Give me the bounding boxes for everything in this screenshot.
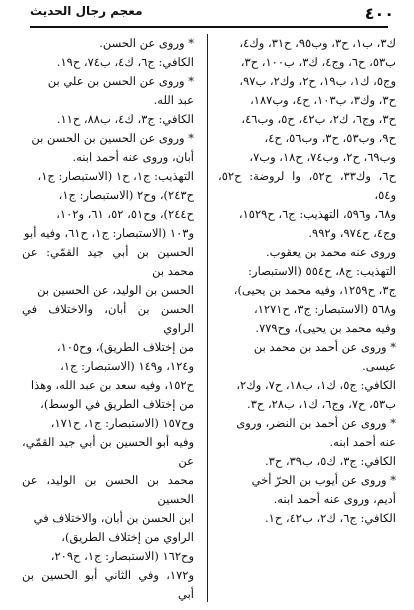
- text-line: و٥٦٨ (الاستبصار: ج٣، ح١٢٧١،: [254, 302, 396, 316]
- text-line: ح٣، وك٣، ب١٠٣، ح٤، وب١٨٧،: [250, 93, 396, 107]
- text-line: * وروى عن أحمد بن محمد بن: [253, 340, 396, 354]
- text-line: التهذيب: ج١، ح١ (الاستبصار: ج١،: [37, 169, 194, 183]
- text-line: وفيه أبو الحسين بن أبي جيد القمّي، عن: [22, 435, 194, 468]
- text-line: ابن الحسن بن أبان، والاختلاف في: [33, 511, 194, 525]
- left-text-column: [22, 34, 194, 606]
- text-line: عنه أحمد ابنه.: [329, 435, 396, 449]
- text-line: ح٦، وك٣٣، ح٥٢، وا لروضة: ح٥٢، و٥٤،: [218, 169, 396, 202]
- text-line: محمد بن الحسن بن الوليد، عن الحسين: [22, 473, 194, 506]
- text-line: ح١٥٢، وفيه سعد بن عبد الله، وهذا: [30, 378, 194, 392]
- text-line: من إختلاف الطريق في الوسط)،: [40, 397, 194, 411]
- text-line: ح٩، وب٥٣، ح٣، وب٥٦، ح٤،: [264, 131, 396, 145]
- text-line: وب٦٩، ح٢، وب٧٤، ح١٨، وب٧،: [249, 150, 396, 164]
- text-line: الحسن بن الوليد، عن الحسين بن: [37, 283, 194, 297]
- page-number: ٤٠٠: [364, 4, 394, 23]
- text-line: ح٢٤٤)، وح٥١، ٥٢، ٦١، و١٠٢،: [56, 207, 194, 221]
- text-line: ح٣، وج٦، ك٢، ب٤٢، ح٥، وب٤٦،: [241, 112, 396, 126]
- text-line: وفيه محمد بن يحيى)، وح٧٧٩.: [255, 321, 396, 335]
- text-line: التهذيب: ج٨، ح٥٥٤ (الاستبصار:: [248, 264, 396, 278]
- text-line: وروى عنه محمد بن يعقوب.: [266, 245, 396, 259]
- text-line: أبان، وروى عنه أحمد ابنه.: [72, 150, 194, 164]
- text-line: و٦٨، و٥٩٦، التهذيب: ج٦، ح١٥٢٩،: [238, 207, 396, 221]
- text-line: ب٥٣، ح٦، وج٤، ك٣، ب١٠٠، ح٣،: [240, 55, 396, 69]
- header-rule: [30, 26, 388, 28]
- text-line: الحسن بن أبان، والاختلاف في الراوي: [22, 302, 194, 335]
- text-line: أديم، وروى عنه أحمد ابنه.: [273, 492, 396, 506]
- text-line: و١٠٣ (الاستبصار: ج١، ح٦١، وفيه أبو: [24, 226, 194, 240]
- text-line: الكافي: ج٣، ك٤، ب٨٨، ح١١.: [56, 112, 194, 126]
- text-line: وح١٥٧ (الاستبصار: ج١، ح١٧١،: [50, 416, 194, 430]
- column-divider: [207, 34, 208, 602]
- text-line: ح٢٤٣)، وح٢ (الاستبصار: ج١،: [58, 188, 194, 202]
- text-line: ك٣، ب١، ح٣، وب٩٥، ح٣١، وك٤،: [239, 36, 396, 50]
- text-line: عبد الله.: [153, 93, 194, 107]
- text-line: و١٧٢، وفي الثاني أبو الحسين بن أبي: [22, 568, 194, 601]
- text-line: من إختلاف الطريق)، وح١٠٥،: [56, 340, 194, 354]
- text-line: * وروى عن أيوب بن الحرّ أخي: [251, 473, 396, 487]
- text-line: عيسى.: [362, 359, 396, 373]
- text-line: * وروى عن الحسن بن علي بن: [47, 74, 194, 88]
- text-line: وح١٦٢ (الاستبصار: ج١، ح٢٠٩،: [50, 549, 194, 563]
- book-title: معجم رجال الحديث: [30, 4, 143, 18]
- text-line: * وروى عن الحسين بن الحسن بن: [31, 131, 194, 145]
- text-line: الراوي من إختلاف الطريق)،: [61, 530, 194, 544]
- text-line: وج٥، ك١، ب١٩، ح٢، وك٢، ب٩٧،: [239, 74, 396, 88]
- text-line: الكافي: ج٣، ك٥، ب٣٩، ح٣.: [264, 454, 396, 468]
- text-line: * وروى عن الحسن.: [99, 36, 194, 50]
- text-line: * وروى عن أحمد بن النضر، وروى: [236, 416, 396, 430]
- text-line: الكافي: ج٥، ك١، ب١٨، ح٧، وك٢،: [236, 378, 396, 392]
- text-line: ج٣، ح١٢٥٩، وفيه محمد بن يحيى)،: [233, 283, 396, 297]
- text-line: و١٢٤، و١٤٩ (الاستبصار: ج١،: [60, 359, 194, 373]
- right-text-column: [218, 34, 396, 606]
- text-line: الحسين بن أبي جيد القمّي: عن محمد بن: [22, 245, 194, 278]
- text-line: ب٥٣، ح٧، وج٦، ك١، ب٢٨، ح٣.: [247, 397, 396, 411]
- page-header: [0, 0, 414, 34]
- text-line: الكافي: ج٦، ك٤، ب٧٤، ح١٩.: [56, 55, 194, 69]
- text-line: وج٤، ح٩٧٤، و٩٩٢.: [308, 226, 396, 240]
- text-line: الكافي: ج٦، ك٢، ب٤٢، ح١.: [264, 511, 396, 525]
